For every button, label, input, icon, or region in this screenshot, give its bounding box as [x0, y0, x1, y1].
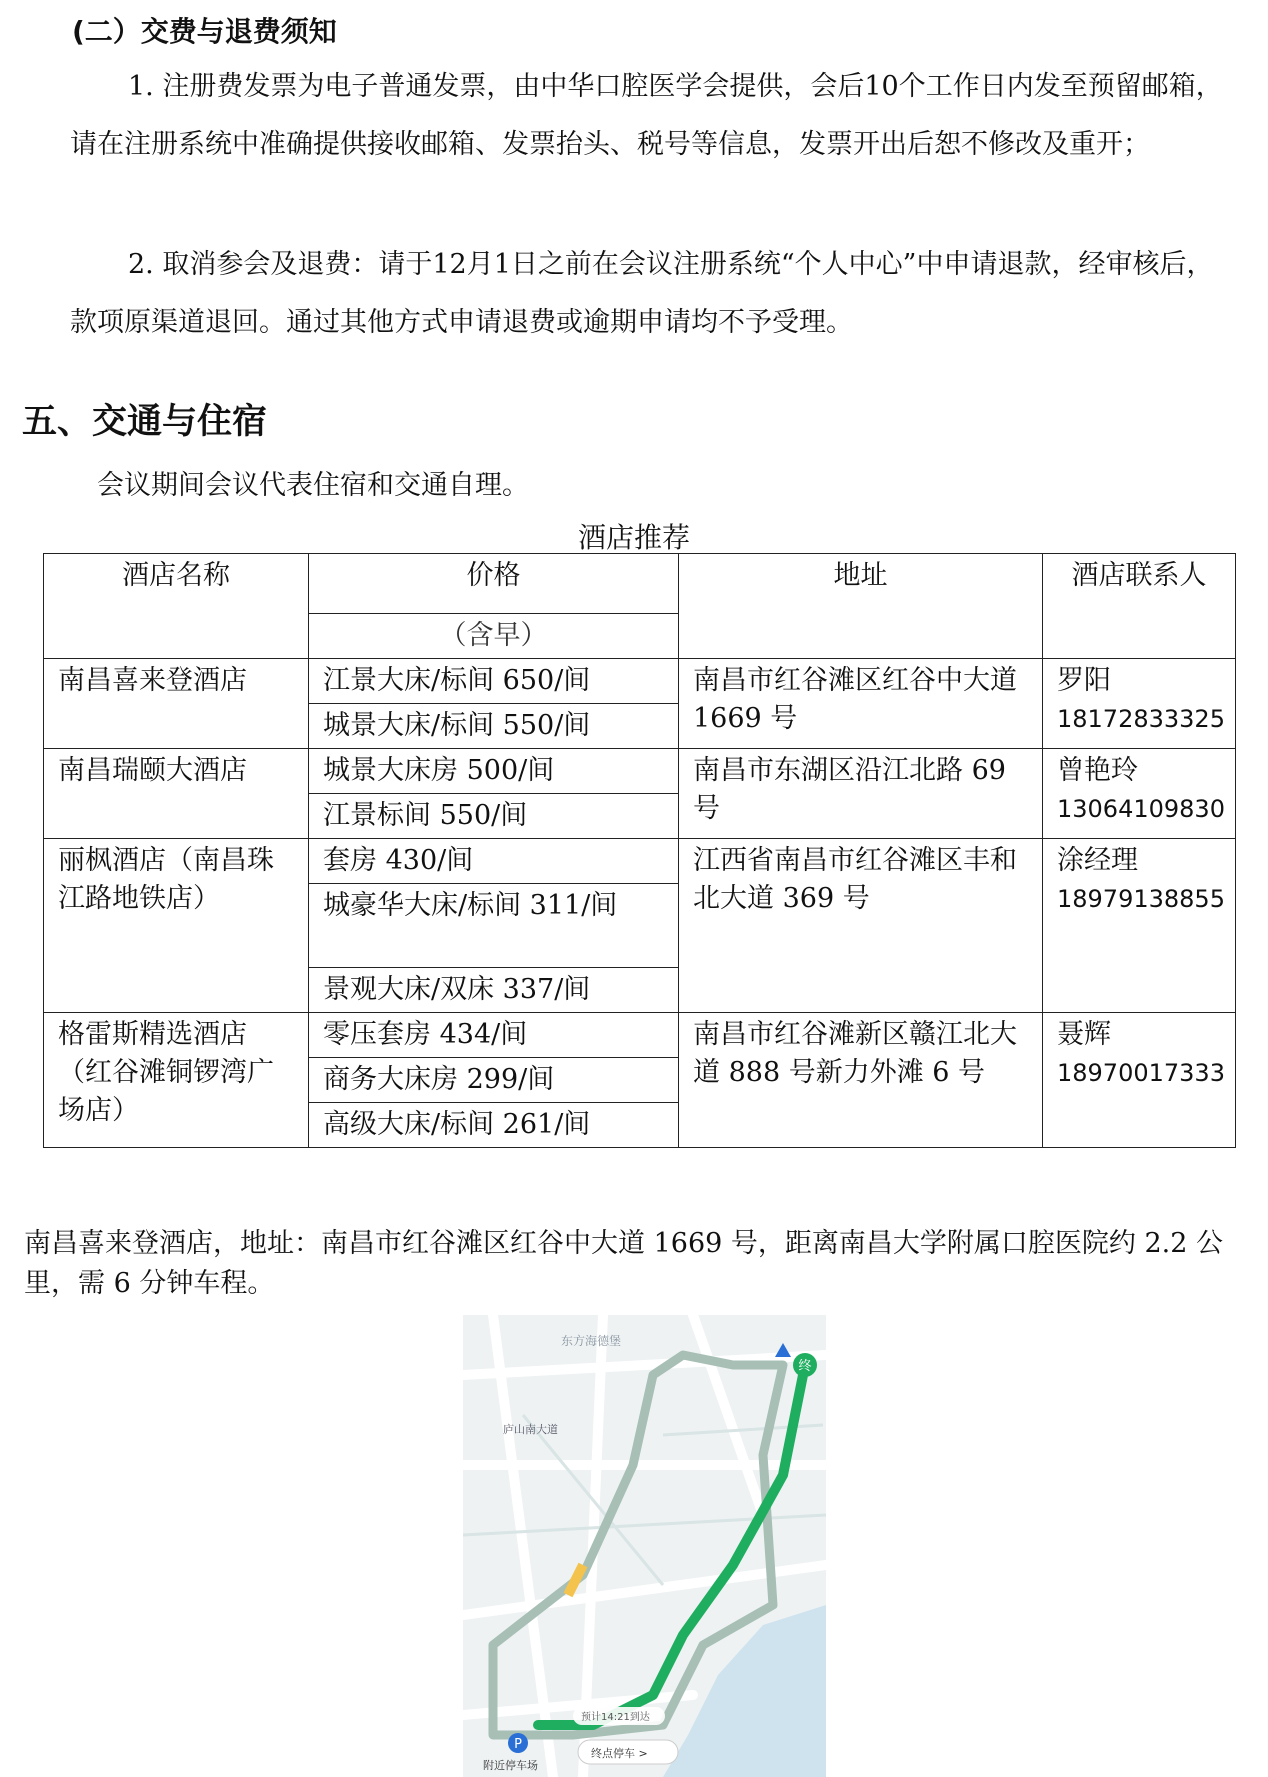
table-row: [44, 839, 1236, 884]
traffic-intro: 会议期间会议代表住宿和交通自理。: [97, 470, 529, 501]
parking-label: 附近停车场: [483, 1759, 538, 1772]
eta-label: 预计14:21到达: [581, 1712, 650, 1723]
section-traffic-heading: 五、交通与住宿: [22, 402, 268, 442]
table-row: [44, 659, 1236, 704]
hotel-name: 南昌喜来登酒店: [44, 659, 309, 749]
contact-name: 涂经理: [1057, 845, 1138, 876]
section-fee-heading: (二）交费与退费须知: [72, 15, 337, 48]
price-cell: 江景大床/标间 650/间: [309, 659, 679, 704]
contact-cell: [1043, 749, 1236, 839]
table-row: [44, 749, 1236, 794]
price-cell: 城豪华大床/标间 311/间: [309, 884, 679, 968]
contact-phone: 18970017333: [1057, 1059, 1225, 1087]
parking-icon-letter: P: [514, 1737, 522, 1752]
header-contact: 酒店联系人: [1043, 554, 1236, 659]
table-header-row: [44, 554, 1236, 614]
price-cell: 高级大床/标间 261/间: [309, 1103, 679, 1148]
contact-name: 曾艳玲: [1057, 755, 1138, 786]
fee-item-1: 1. 注册费发票为电子普通发票，由中华口腔医学会提供，会后10个工作日内发至预留邮箱，请在注册系统中准确提供接收邮箱、发票抬头、税号等信息，发票开出后恕不修改及重开；: [70, 71, 1223, 160]
route-map: [463, 1315, 826, 1777]
hotel-table: [43, 553, 1236, 1148]
table-caption: 酒店推荐: [577, 521, 690, 554]
contact-cell: [1043, 659, 1236, 749]
price-cell: 城景大床/标间 550/间: [309, 704, 679, 749]
park-button-label[interactable]: 终点停车 >: [591, 1747, 648, 1760]
end-marker-label: 终: [798, 1359, 812, 1374]
header-address: 地址: [679, 554, 1043, 659]
price-cell: 商务大床房 299/间: [309, 1058, 679, 1103]
address-cell: 南昌市东湖区沿江北路 69 号: [679, 749, 1043, 839]
contact-phone: 18979138855: [1057, 885, 1225, 913]
map-label-east-square: 东方海德堡: [561, 1334, 622, 1348]
price-cell: 套房 430/间: [309, 839, 679, 884]
map-svg: [463, 1315, 826, 1777]
table-row: [44, 1013, 1236, 1058]
header-price-note: （含早）: [309, 614, 679, 659]
hotel-name: 格雷斯精选酒店（红谷滩铜锣湾广场店）: [44, 1013, 309, 1148]
price-cell: 景观大床/双床 337/间: [309, 968, 679, 1013]
address-cell: 南昌市红谷滩新区赣江北大道 888 号新力外滩 6 号: [679, 1013, 1043, 1148]
price-cell: 零压套房 434/间: [309, 1013, 679, 1058]
location-note: 南昌喜来登酒店，地址：南昌市红谷滩区红谷中大道 1669 号，距离南昌大学附属口腔医院约 2.2 公里，需 6 分钟车程。: [24, 1228, 1223, 1299]
contact-cell: [1043, 1013, 1236, 1148]
price-cell: 城景大床房 500/间: [309, 749, 679, 794]
contact-phone: 18172833325: [1057, 705, 1225, 733]
contact-cell: [1043, 839, 1236, 1013]
hotel-name: 南昌瑞颐大酒店: [44, 749, 309, 839]
hotel-name: 丽枫酒店（南昌珠江路地铁店）: [44, 839, 309, 1013]
map-label-lushan: 庐山南大道: [503, 1423, 558, 1436]
address-cell: 江西省南昌市红谷滩区丰和北大道 369 号: [679, 839, 1043, 1013]
contact-name: 聂辉: [1057, 1019, 1111, 1050]
header-name: 酒店名称: [44, 554, 309, 659]
contact-phone: 13064109830: [1057, 795, 1225, 823]
price-cell: 江景标间 550/间: [309, 794, 679, 839]
fee-item-2: 2. 取消参会及退费：请于12月1日之前在会议注册系统“个人中心”中申请退款，经审核后，款项原渠道退回。通过其他方式申请退费或逾期申请均不予受理。: [70, 249, 1214, 338]
contact-name: 罗阳: [1057, 665, 1111, 696]
address-cell: 南昌市红谷滩区红谷中大道 1669 号: [679, 659, 1043, 749]
header-price: 价格: [309, 554, 679, 614]
